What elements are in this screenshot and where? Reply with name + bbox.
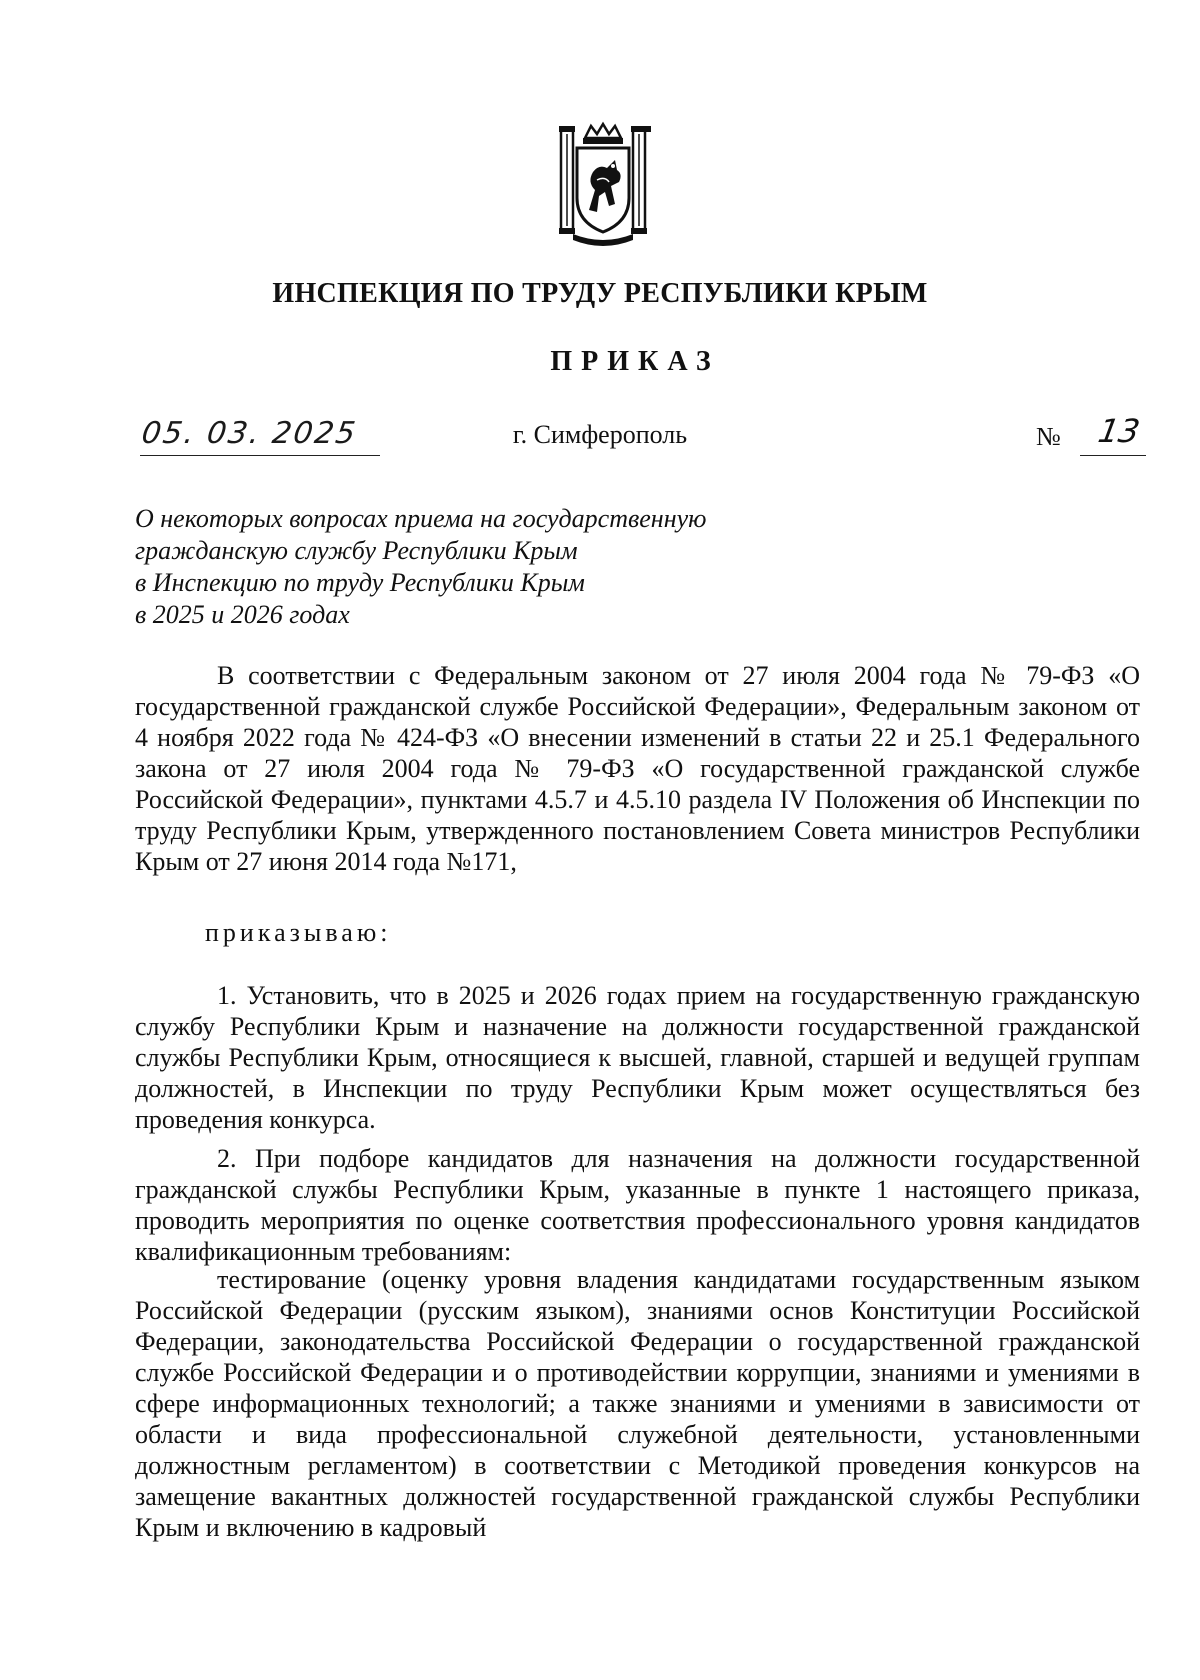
organization-title: ИНСПЕКЦИЯ ПО ТРУДУ РЕСПУБЛИКИ КРЫМ (272, 278, 928, 309)
date-value: 05. 03. 2025 (139, 416, 360, 451)
item-2-testing-paragraph: тестирование (оценку уровня владения кандидатами государственным языком Российской Федерации (русским языком), знаниями основ Конституции Российской Федерации, законодательства Российской Федерации о государственной гражданской службе Российской Федерации и о противодействии коррупции, знаниями и умениями в сфере информационных технологий; а также знаниями и умениями в зависимости от области и вида профессиональной служебной деятельности, установленными должностным регламентом) в соответствии с Методикой проведения конкурсов на замещение вакантных должностей государственной гражданской службы Республики Крым и включению в кадровый (135, 1265, 1140, 1542)
subject-line: в 2025 и 2026 годах (135, 600, 350, 629)
city: г. Симферополь (512, 420, 688, 449)
number-value: 13 (1095, 412, 1143, 450)
document-number (1030, 410, 1150, 460)
subject-line: в Инспекцию по труду Республики Крым (135, 568, 585, 597)
crimea-coat-of-arms-icon (555, 120, 651, 246)
item-1-paragraph: 1. Установить, что в 2025 и 2026 годах прием на государственную гражданскую службу Республики Крым и назначение на должности государственной гражданской службы Республики Крым, относящиеся к высшей, главной, старшей и ведущей группам должностей, в Инспекции по труду Республики Крым может осуществляться без проведения конкурса. (135, 981, 1140, 1134)
document-type: ПРИКАЗ (550, 346, 720, 377)
item-2-paragraph: 2. При подборе кандидатов для назначения на должности государственной гражданской службы Республики Крым, указанные в пункте 1 настоящего приказа, проводить мероприятия по оценке соответствия профессионального уровня кандидатов квалификационным требованиям: (135, 1144, 1140, 1266)
subject-line: О некоторых вопросах приема на государственную (135, 504, 707, 533)
date-underline (140, 455, 380, 456)
number-sign: № (1036, 422, 1061, 451)
order-word: приказываю: (205, 918, 392, 947)
basis-paragraph: В соответствии с Федеральным законом от 27 июля 2004 года № 79-ФЗ «О государственной гражданской службе Российской Федерации», Федеральным законом от 4 ноября 2022 года № 424-ФЗ «О внесении изменений в статьи 22 и 25.1 Федерального закона от 27 июля 2004 года № 79-ФЗ «О государственной гражданской службе Российской Федерации», пунктами 4.5.7 и 4.5.10 раздела IV Положения об Инспекции по труду Республики Крым, утвержденного постановлением Совета министров Республики Крым от 27 июня 2014 года №171, (135, 661, 1140, 876)
subject-line: гражданскую службу Республики Крым (135, 536, 578, 565)
number-underline (1080, 455, 1146, 456)
document-subject (135, 503, 835, 631)
